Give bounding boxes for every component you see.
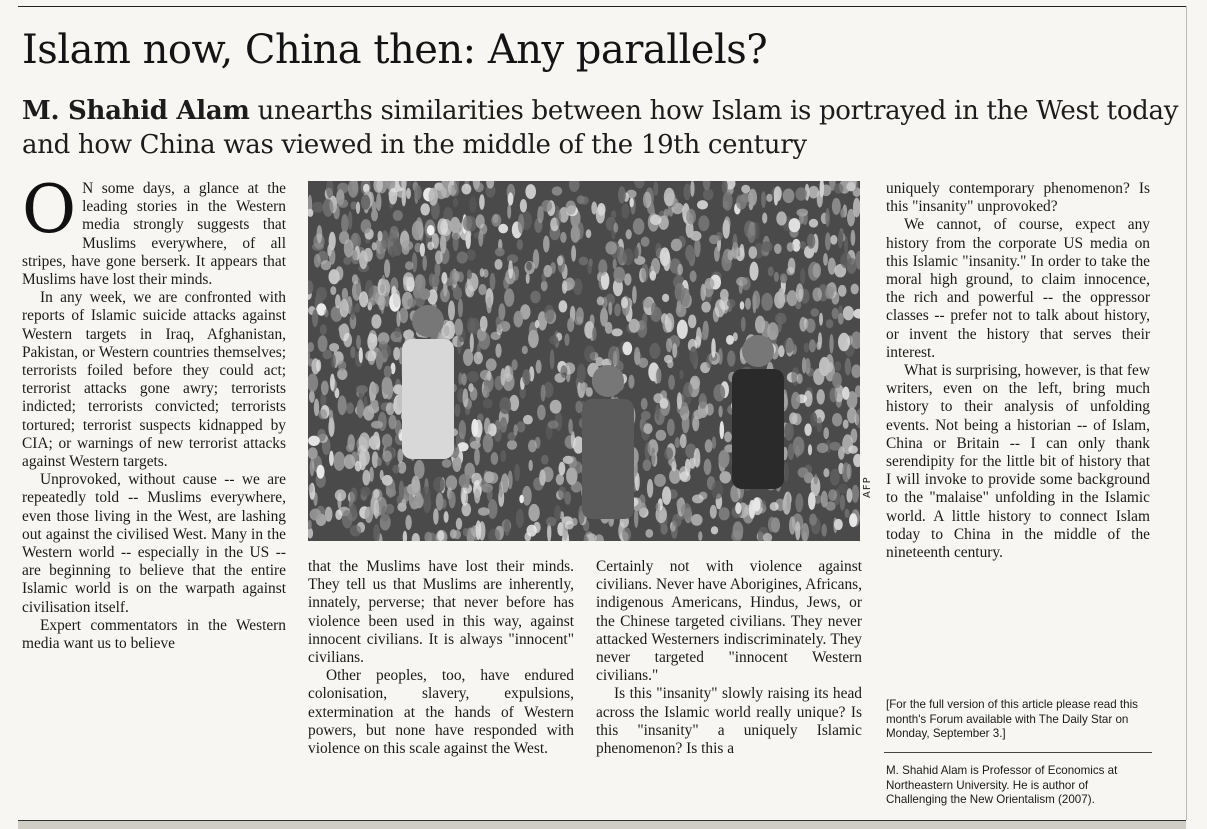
column-4 [886,180,1150,562]
column-3-paragraph-1: Certainly not with violence against civilians. Never have Aborigines, Africans, indigenous Americans, Hindus, Jews, or the Chinese targeted civilians. They never attacked Westerners indiscriminately. They never targeted "innocent Western civilians." [596,558,862,685]
column-2-paragraph-1: that the Muslims have lost their minds. They tell us that Muslims are inherently, innately, perverse; that never before has violence been used in this way, against innocent civilians. It is always "innocent" civilians. [308,558,574,667]
headline: Islam now, China then: Any parallels? [22,27,768,73]
column-4-paragraph-2: We cannot, of course, expect any history from the corporate US media on this Islamic "insanity." In order to take the moral high ground, to claim innocence, the rich and powerful -- the oppressor classes -- prefer not to talk about history, or invent the history that serves their interest. [886,216,1150,361]
column-3 [596,558,862,758]
column-1-paragraph-1: O N some days, a glance at the leading stories in the Western media strongly suggests that Muslims everywhere, of all stripes, have gone berserk. It appears that Muslims have lost their minds. [22,171,286,289]
column-2 [308,558,574,758]
deck-author: M. Shahid Alam [22,96,250,126]
column-4-paragraph-1: uniquely contemporary phenomenon? Is this "insanity" unprovoked? [886,180,1150,216]
column-4-paragraph-3: What is surprising, however, is that few writers, even on the left, bring much history to their analysis of unfolding events. Not being a historian -- of Islam, China or Britain -- I can only thank serendipity for the little bit of history that I will invoke to provide some background to the "malaise" unfolding in the Islamic world. A little history to connect Islam today to China in the middle of the nineteenth century. [886,362,1150,562]
dropcap: O [22,171,77,248]
column-1-paragraph-3: Unprovoked, without cause -- we are repeatedly told -- Muslims everywhere, even those living in the West, are lashing out against the civilised West. Many in the Western world -- especially in the US -- are beginning to believe that the entire Islamic world is on the warpath against civilisation itself. [22,471,286,616]
bio-rule [884,752,1152,753]
deck [22,94,1182,162]
crowd-photo [308,181,860,541]
column-3-paragraph-2: Is this "insanity" slowly raising its head across the Islamic world really unique? Is this "insanity" a uniquely Islamic phenomenon? Is this a [596,685,862,758]
column-2-paragraph-2: Other peoples, too, have endured colonisation, slavery, expulsions, extermination at the hands of Western powers, but none have responded with violence on this scale against the West. [308,667,574,758]
deck-text: unearths similarities between how Islam is portrayed in the West today and how China was viewed in the middle of the 19th century [22,96,1179,160]
photo-credit: AFP [862,476,873,498]
column-1 [22,171,286,653]
column-1-paragraph-4: Expert commentators in the Western media want us to believe [22,616,286,653]
crowd-photo-image [308,181,860,541]
column-1-paragraph-2: In any week, we are confronted with reports of Islamic suicide attacks against Western targets in Iraq, Afghanistan, Pakistan, or Western countries themselves; terrorists foiled before they could act; terrorist attacks gone awry; terrorists indicted; terrorists convicted; terrorists tortured; terrorist suspects kidnapped by CIA; or warnings of new terrorist attacks against Western targets. [22,289,286,471]
top-rule [18,6,1186,7]
right-edge-rule [1186,6,1187,820]
footnote: [For the full version of this article please read this month's Forum available with The Daily Star on Monday, September 3.] [886,698,1138,740]
author-bio: M. Shahid Alam is Professor of Economics at Northeastern University. He is author of Challenging the New Orientalism (2007). [886,764,1118,806]
